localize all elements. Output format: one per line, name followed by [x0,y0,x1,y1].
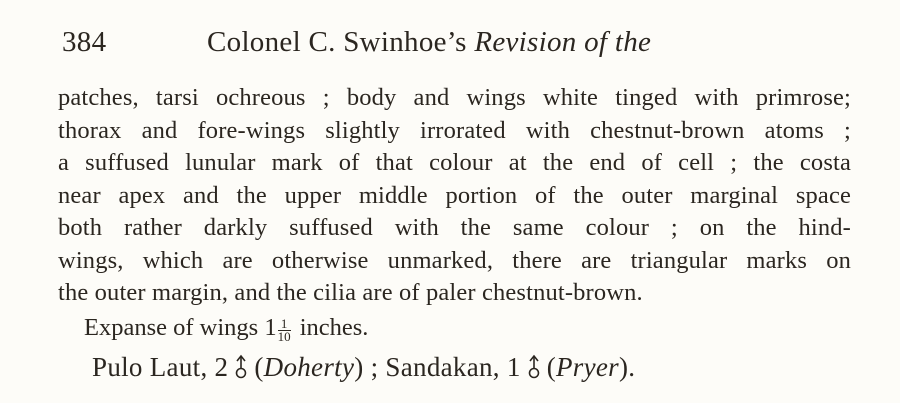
locality-part-3: ). [618,352,636,382]
page-number: 384 [62,26,107,58]
running-header [62,22,860,62]
paragraph-line: wings, which are otherwise unmarked, there are triangular marks on [58,246,851,274]
locality-paren-open-2: ( [546,352,556,382]
locality-part-1: Pulo Laut, 2 [92,352,229,382]
fraction-denominator: 10 [277,329,291,344]
running-title-italic: Revision of the [474,26,652,58]
locality-part-2: ) ; Sandakan, 1 [354,352,521,382]
running-title-plain: Colonel C. Swinhoe’s [207,26,475,58]
fraction-numerator: 1 [280,316,288,331]
description-paragraph [58,82,858,310]
paragraph-line: a suffused lunular mark of that colour at the end of cell ; the costa [58,149,851,176]
paragraph-line: the outer margin, and the cilia are of paler chestnut-brown. [58,279,643,306]
locality-line [92,348,635,386]
expanse-fraction [278,318,291,343]
male-symbol-icon [527,354,541,380]
paragraph-line: patches, tarsi ochreous ; body and wings white tinged with primrose; [58,84,851,111]
collector-doherty: Doherty [263,352,355,382]
running-title [207,22,651,62]
locality-paren-open-1: ( [254,352,264,382]
paragraph-line: both rather darkly suffused with the same colour ; on the hind- [58,214,851,241]
expanse-prefix: Expanse of wings 1 [84,314,277,341]
male-symbol-icon [234,354,248,380]
expanse-suffix: inches. [299,314,369,341]
paragraph-line: thorax and fore-wings slightly irrorated with chestnut-brown atoms ; [58,116,851,144]
paragraph-line: near apex and the upper middle portion of the outer marginal space [58,181,851,209]
wing-expanse-line [84,312,368,344]
collector-pryer: Pryer [556,352,619,382]
